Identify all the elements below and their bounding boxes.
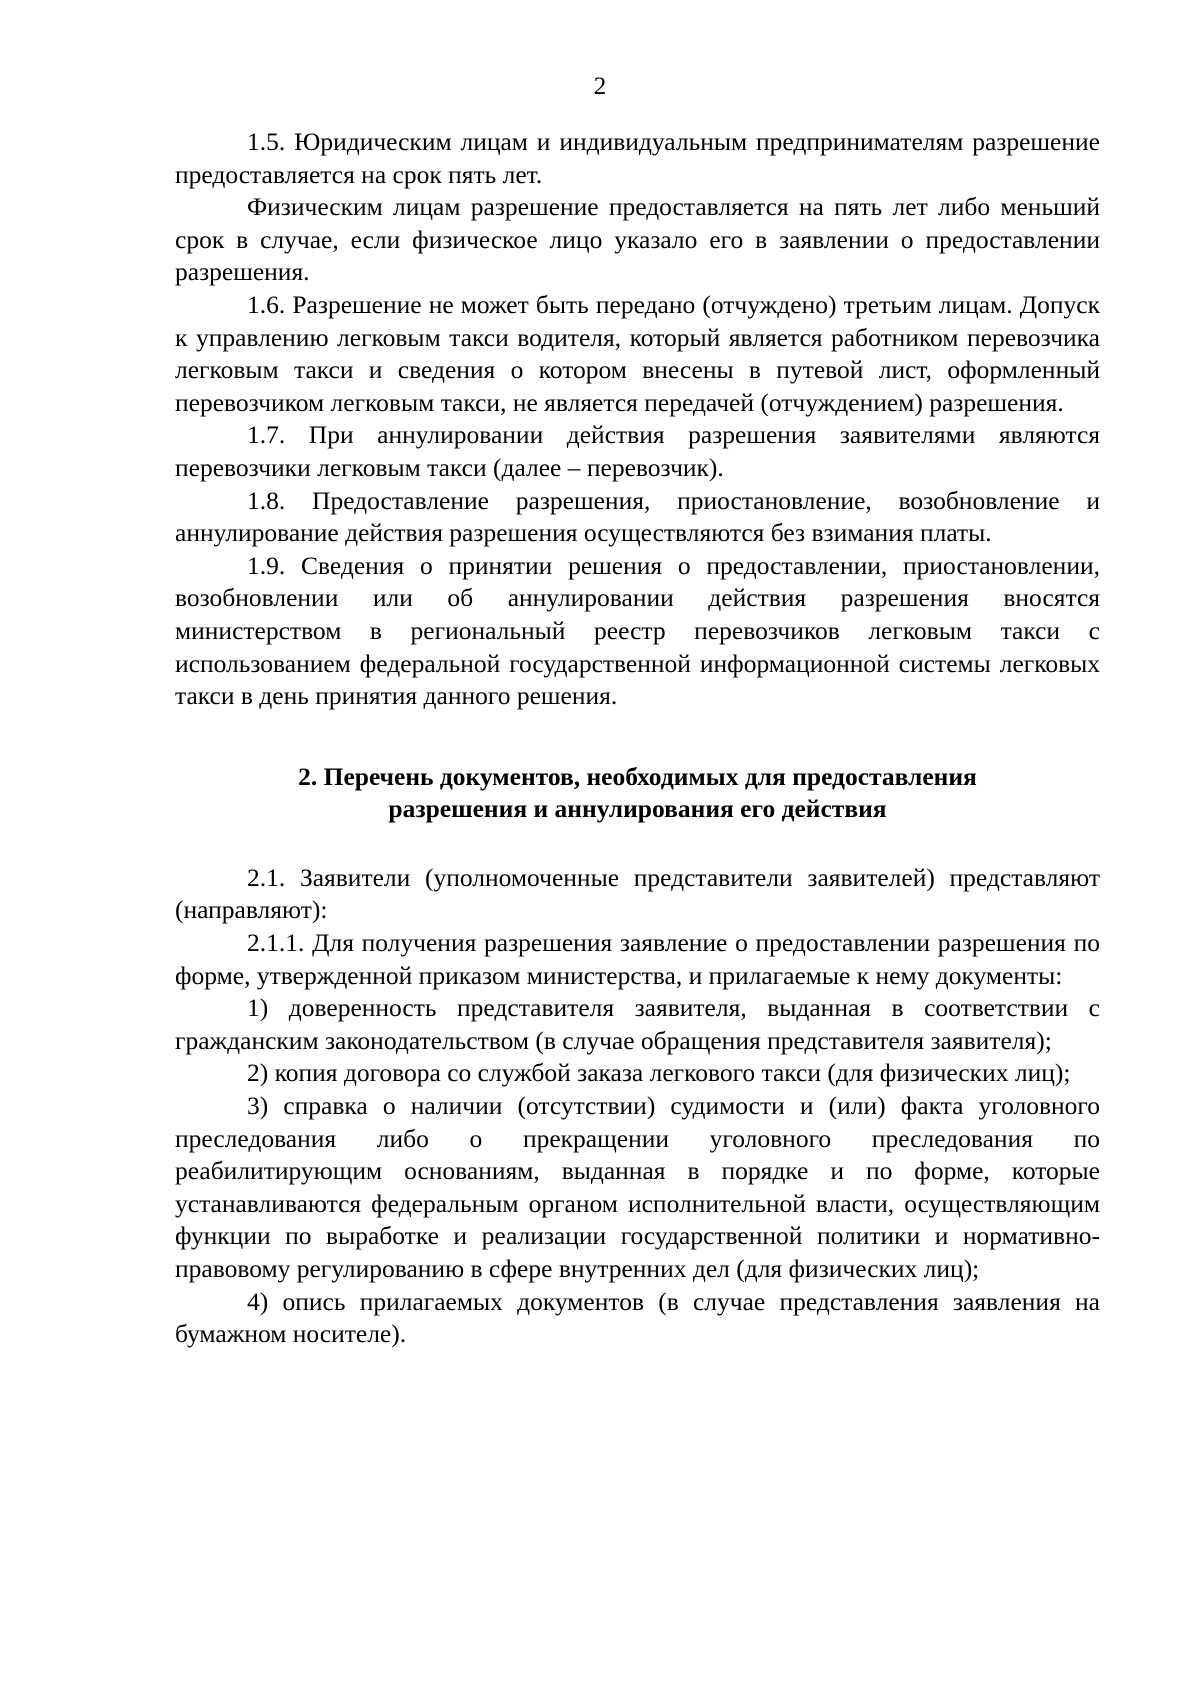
paragraph-1-7: 1.7. При аннулировании действия разрешения заявителями являются перевозчики легковым такси (далее – перевозчик).	[175, 420, 1100, 482]
list-item-3: 3) справка о наличии (отсутствии) судимости и (или) факта уголовного преследования либо о прекращении уголовного преследования по реабилитирующим основаниям, выданная в порядке и по форме, которые устанавливаются федеральным органом исполнительной власти, осуществляющим функции по выработке и реализации государственной политики и нормативно-правовому регулированию в сфере внутренних дел (для физических лиц);	[175, 1091, 1100, 1283]
section-2-heading-line-2: разрешения и аннулирования его действия	[388, 794, 887, 824]
paragraph-1-8: 1.8. Предоставление разрешения, приостановление, возобновление и аннулирование действия разрешения осуществляются без взимания платы.	[175, 485, 1100, 548]
paragraph-1-5-individuals: Физическим лицам разрешение предоставляется на пять лет либо меньший срок в случае, если физическое лицо указало его в заявлении о предоставлении разрешения.	[175, 192, 1100, 287]
paragraph-1-5: 1.5. Юридическим лицам и индивидуальным предпринимателям разрешение предоставляется на срок пять лет.	[175, 127, 1100, 189]
document-body	[175, 126, 1100, 1351]
section-2-heading	[175, 761, 1100, 826]
list-item-4: 4) опись прилагаемых документов (в случае представления заявления на бумажном носителе).	[175, 1286, 1100, 1349]
page-number: 2	[593, 73, 607, 100]
list-item-2: 2) копия договора со службой заказа легкового такси (для физических лиц);	[247, 1058, 1071, 1088]
paragraph-1-6: 1.6. Разрешение не может быть передано (отчуждено) третьим лицам. Допуск к управлению легковым такси водителя, который является работником перевозчика легковым такси и сведения о котором внесены в путевой лист, оформленный перевозчиком легковым такси, не является передачей (отчуждением) разрешения.	[175, 289, 1100, 417]
section-2-heading-line-1: 2. Перечень документов, необходимых для предоставления	[298, 761, 977, 791]
paragraph-1-9: 1.9. Сведения о принятии решения о предоставлении, приостановлении, возобновлении или об аннулировании действия разрешения вносятся министерством в региональный реестр перевозчиков легковым такси с использованием федеральной государственной информационной системы легковых такси в день принятия данного решения.	[175, 550, 1100, 711]
paragraph-2-1: 2.1. Заявители (уполномоченные представители заявителей) представляют (направляют):	[175, 862, 1100, 925]
list-item-1: 1) доверенность представителя заявителя, выданная в соответствии с гражданским законодательством (в случае обращения представителя заявителя);	[175, 993, 1100, 1055]
paragraph-2-1-1: 2.1.1. Для получения разрешения заявление о предоставлении разрешения по форме, утвержденной приказом министерства, и прилагаемые к нему документы:	[175, 928, 1100, 990]
